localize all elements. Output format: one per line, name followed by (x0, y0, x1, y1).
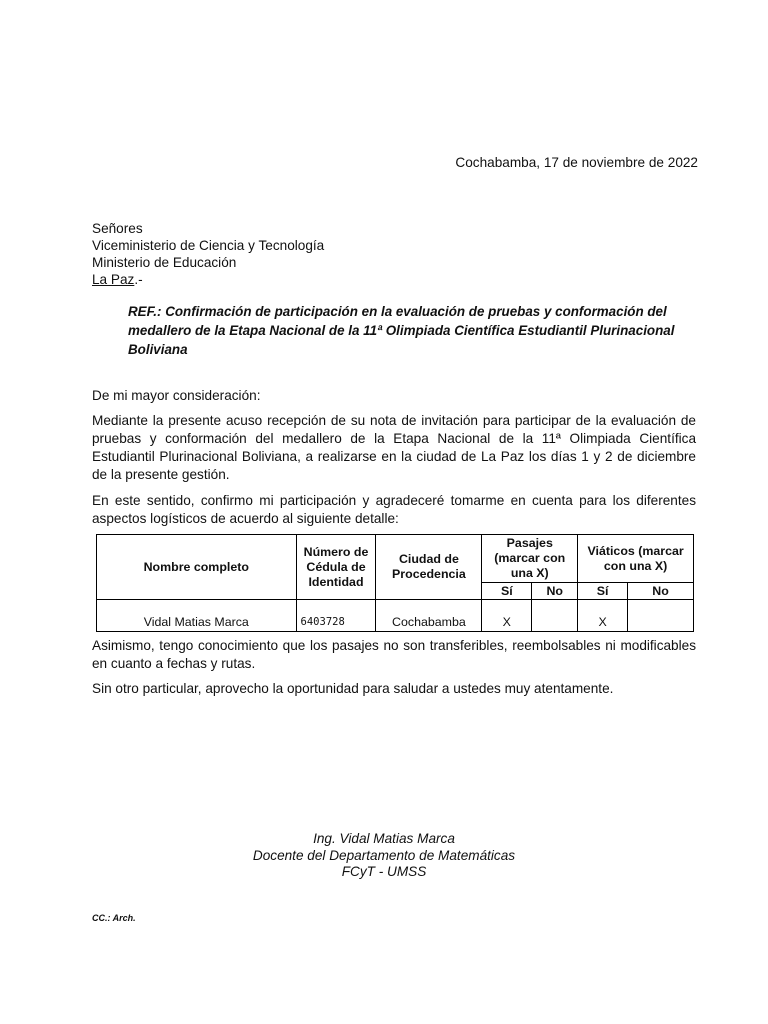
signature-institution: FCyT - UMSS (341, 864, 427, 879)
recipient-salutation: Señores (92, 221, 143, 236)
paragraph-invitation: Mediante la presente acuso recepción de su nota de invitación para participar de la evaluación de pruebas y conformación del medallero de la Etapa Nacional de la 11ª Olimpiada Científica Estudiantil Plurinacional Boliviana, a realizarse en la ciudad de La Paz los días 1 y 2 de diciembre de la presente gestión. (92, 413, 696, 482)
cell-name: Vidal Matias Marca (97, 600, 297, 632)
participation-table (96, 534, 694, 632)
header-pasajes: Pasajes (marcar con una X) (482, 535, 578, 583)
header-city: Ciudad de Procedencia (376, 535, 482, 600)
paragraph-closing: Sin otro particular, aprovecho la oportunidad para saludar a ustedes muy atentamente. (92, 681, 614, 696)
carbon-copy-note: CC.: Arch. (92, 913, 136, 923)
signature-position: Docente del Departamento de Matemáticas (252, 847, 516, 863)
signature-name: Ing. Vidal Matias Marca (313, 831, 455, 846)
cell-pasajes-no (532, 600, 578, 632)
header-viaticos-si: Sí (578, 583, 628, 600)
reference-line: REF.: Confirmación de participación en la evaluación de pruebas y conformación del medallero de la Etapa Nacional de la 11ª Olimpiada Científica Estudiantil Plurinacional Boliviana (128, 304, 675, 357)
header-name: Nombre completo (97, 535, 297, 600)
recipient-ministry: Ministerio de Educación (92, 255, 237, 270)
cell-id: 6403728 (296, 600, 376, 632)
cell-viaticos-si: X (578, 600, 628, 632)
cell-pasajes-si: X (482, 600, 532, 632)
paragraph-confirmation: En este sentido, confirmo mi participación y agradeceré tomarme en cuenta para los diferentes aspectos logísticos de acuerdo al siguiente detalle: (92, 493, 696, 526)
table-row (97, 600, 694, 632)
recipient-block (92, 220, 324, 288)
date-line: Cochabamba, 17 de noviembre de 2022 (455, 155, 698, 170)
cell-city: Cochabamba (376, 600, 482, 632)
recipient-city-suffix: .- (134, 272, 143, 287)
header-pasajes-si: Sí (482, 583, 532, 600)
header-id: Número de Cédula de Identidad (296, 535, 376, 600)
header-viaticos: Viáticos (marcar con una X) (578, 535, 694, 583)
header-viaticos-no: No (628, 583, 694, 600)
recipient-city: La Paz (92, 272, 135, 287)
recipient-city-line (92, 271, 324, 288)
paragraph-conditions: Asimismo, tengo conocimiento que los pasajes no son transferibles, reembolsables ni modificables en cuanto a fechas y rutas. (92, 638, 696, 671)
greeting: De mi mayor consideración: (92, 388, 261, 403)
cell-viaticos-no (628, 600, 694, 632)
signature-block (0, 831, 768, 881)
header-pasajes-no: No (532, 583, 578, 600)
recipient-viceministry: Viceministerio de Ciencia y Tecnología (92, 238, 325, 253)
